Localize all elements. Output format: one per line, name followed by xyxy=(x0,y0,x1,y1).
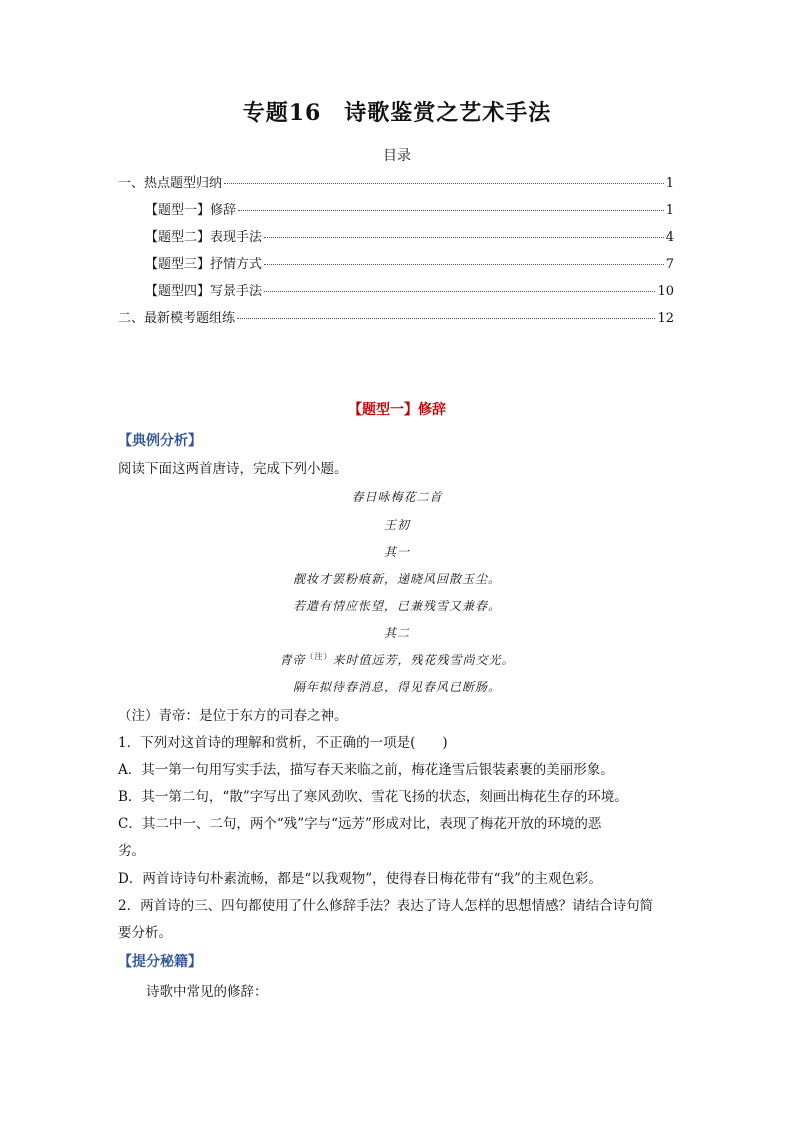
toc-entry[interactable] xyxy=(118,307,674,327)
footnote-marker: （注） xyxy=(305,652,333,661)
toc-entry-label: 【题型四】写景手法 xyxy=(145,284,263,299)
toc-entry-page: 1 xyxy=(665,203,674,218)
question-2: 2．两首诗的三、四句都使用了什么修辞手法？表达了诗人怎样的思想情感？请结合诗句简 xyxy=(118,898,654,914)
poem-line: 隔年拟待春消息，得见春风已断肠。 xyxy=(292,680,501,694)
option-d: D．两首诗诗句朴素流畅，都是“以我观物”，使得春日梅花带有“我”的主观色彩。 xyxy=(118,871,602,887)
section-title: 【题型一】修辞 xyxy=(348,402,446,418)
toc-leader-dots xyxy=(224,183,664,184)
toc-leader-dots xyxy=(264,264,664,265)
option-a: A．其一第一句用写实手法，描写春天来临之前，梅花逢雪后银装素裹的美丽形象。 xyxy=(118,762,614,778)
doc-title: 专题16 诗歌鉴赏之艺术手法 xyxy=(242,100,552,126)
toc-entry-page: 4 xyxy=(665,230,674,245)
toc-heading: 目录 xyxy=(383,148,411,164)
question-2-continued: 要分析。 xyxy=(118,925,172,941)
toc-leader-dots xyxy=(237,318,655,319)
poem-line-start: 青帝 xyxy=(279,653,306,667)
option-c: C．其二中一、二句，两个“残”字与“远芳”形成对比，表现了梅花开放的环境的恶 xyxy=(118,816,602,832)
toc-leader-dots xyxy=(238,210,664,211)
poem-line-end: 来时值远芳，残花残雪尚交光。 xyxy=(332,653,515,667)
toc-entry-label: 二、最新模考题组练 xyxy=(118,311,236,326)
intro-text: 阅读下面这两首唐诗，完成下列小题。 xyxy=(118,461,348,477)
toc-entry-label: 【题型一】修辞 xyxy=(145,203,237,218)
option-c-continued: 劣。 xyxy=(118,843,145,859)
tips-heading: 【提分秘籍】 xyxy=(118,954,202,970)
poem-line: 靓妆才罢粉痕新，递晓风回散玉尘。 xyxy=(292,572,501,586)
toc-entry[interactable] xyxy=(118,172,674,192)
option-b: B．其一第二句，“散”字写出了寒风劲吹、雪花飞扬的状态，刻画出梅花生存的环境。 xyxy=(118,789,628,805)
toc-entry[interactable] xyxy=(145,226,674,246)
question-1: 1．下列对这首诗的理解和赏析，不正确的一项是( ) xyxy=(118,735,448,751)
toc-entry-label: 【题型二】表现手法 xyxy=(145,230,263,245)
toc-leader-dots xyxy=(264,291,655,292)
toc-entry-page: 7 xyxy=(665,257,674,272)
poem-title: 春日咏梅花二首 xyxy=(351,490,443,504)
toc-entry-label: 【题型三】抒情方式 xyxy=(145,257,263,272)
poem-line xyxy=(0,651,794,668)
toc-entry-label: 一、热点题型归纳 xyxy=(118,176,223,191)
toc-entry-page: 1 xyxy=(665,176,674,191)
toc-leader-dots xyxy=(264,237,664,238)
poem-part-one: 其一 xyxy=(383,545,410,559)
toc-entry[interactable] xyxy=(145,280,674,300)
footnote: （注）青帝：是位于东方的司春之神。 xyxy=(118,708,348,724)
example-heading: 【典例分析】 xyxy=(118,433,202,449)
tips-text: 诗歌中常见的修辞： xyxy=(146,984,268,1000)
toc-entry-page: 10 xyxy=(657,284,674,299)
toc-entry[interactable] xyxy=(145,253,674,273)
poem-line: 若遣有情应怅望，已兼残雪又兼春。 xyxy=(292,599,501,613)
toc-entry[interactable] xyxy=(145,199,674,219)
poem-part-two: 其二 xyxy=(383,626,410,640)
poem-author: 王初 xyxy=(383,518,410,532)
toc-entry-page: 12 xyxy=(657,311,674,326)
